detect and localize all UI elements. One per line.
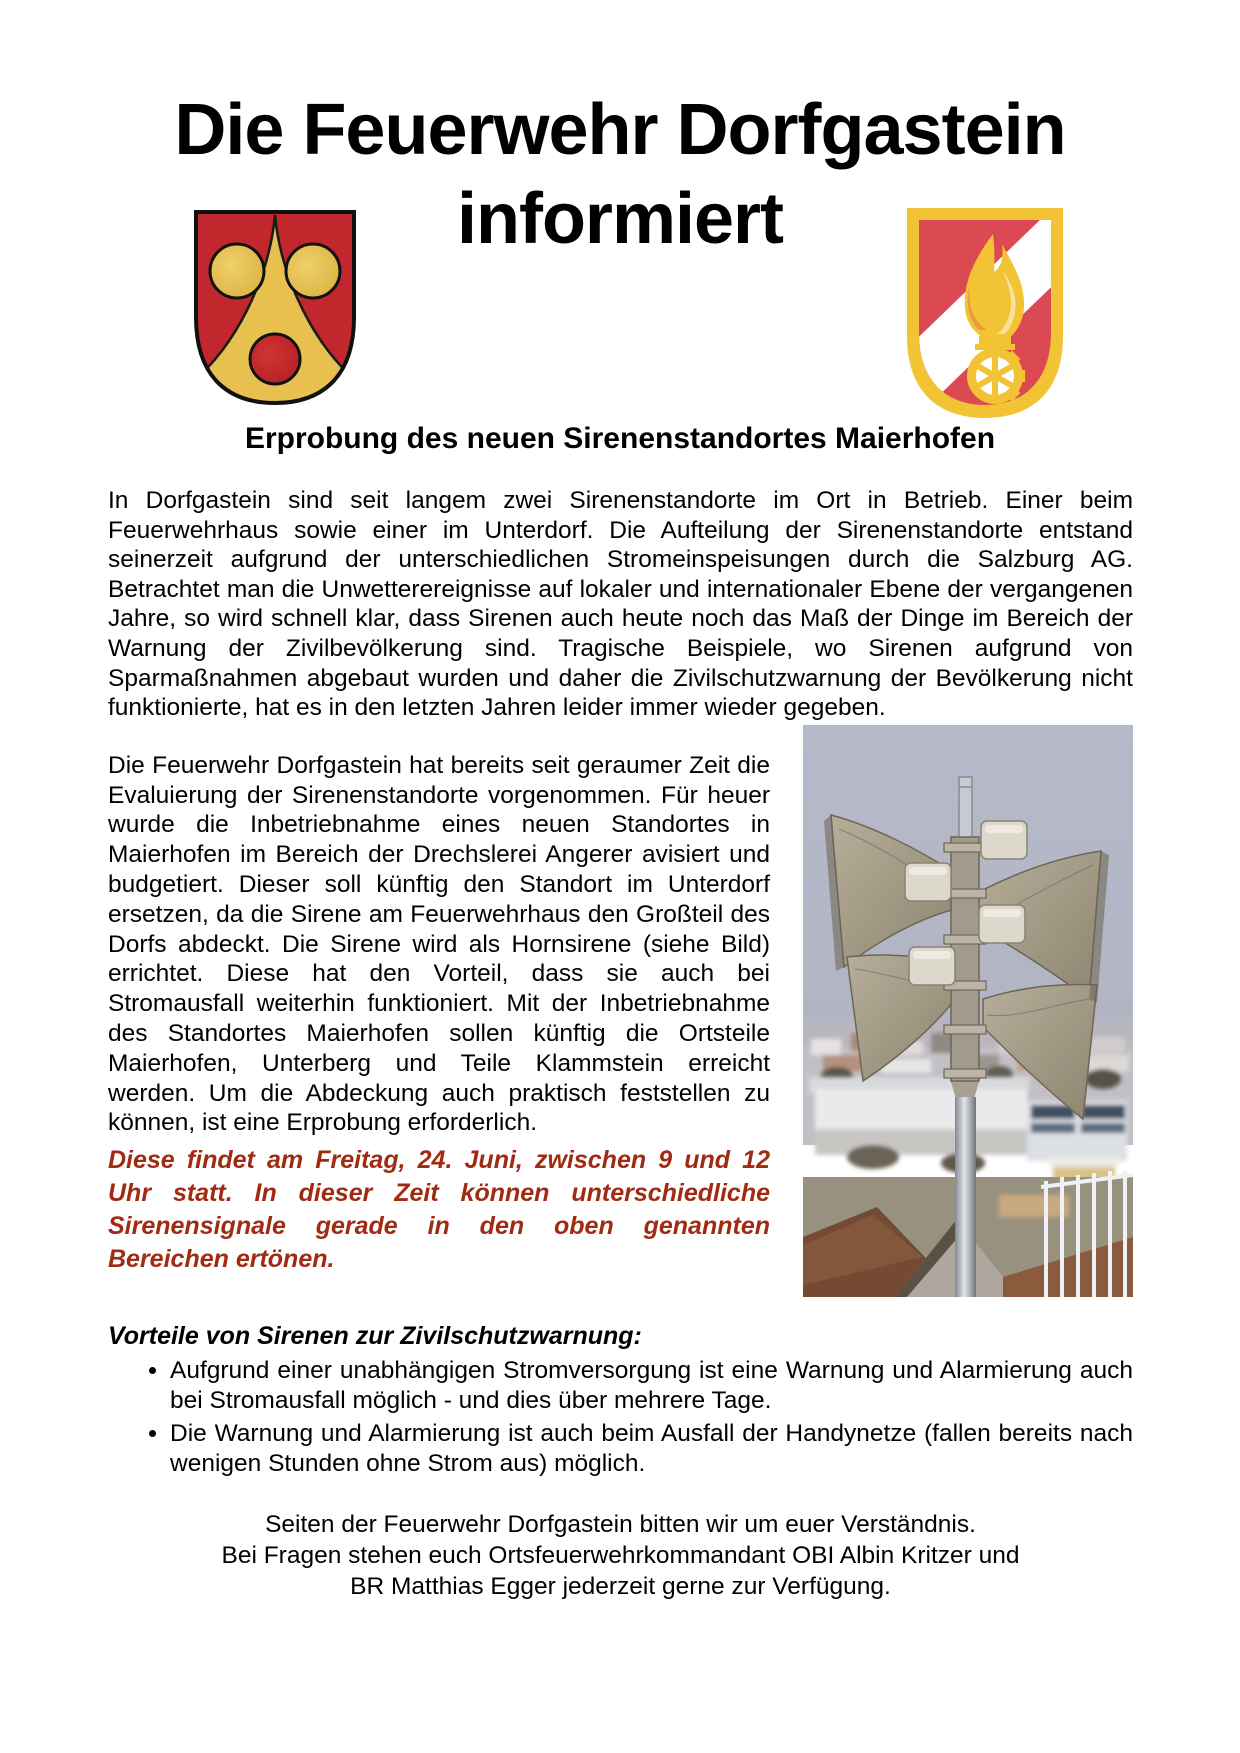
page-title-line1: Die Feuerwehr Dorfgastein xyxy=(174,90,1066,170)
closing-line-3: BR Matthias Egger jederzeit gerne zur Verfügung. xyxy=(350,1572,891,1600)
main-section xyxy=(108,751,1133,1301)
page-title-line2: informiert xyxy=(456,179,784,259)
fire-brigade-emblem xyxy=(905,206,1065,420)
siren-photo xyxy=(803,725,1133,1297)
closing-line-2: Bei Fragen stehen euch Ortsfeuerwehrkommandant OBI Albin Kritzer und xyxy=(221,1541,1020,1569)
advantages-list xyxy=(108,1356,1133,1479)
test-date-highlight: Diese findet am Freitag, 24. Juni, zwischen 9 und 12 Uhr statt. In dieser Zeit können unterschiedliche Sirenensignale gerade in den oben genannten Bereichen ertönen. xyxy=(108,1146,770,1274)
closing-line-1: Seiten der Feuerwehr Dorfgastein bitten wir um euer Verständnis. xyxy=(265,1510,976,1538)
advantages-heading: Vorteile von Sirenen zur Zivilschutzwarnung: xyxy=(108,1321,642,1350)
section-heading: Erprobung des neuen Sirenenstandortes Maierhofen xyxy=(244,422,996,455)
dorfgastein-coat-of-arms xyxy=(193,209,357,406)
body-paragraph: Die Feuerwehr Dorfgastein hat bereits seit geraumer Zeit die Evaluierung der Sirenenstandorte vorgenommen. Für heuer wurde die Inbetriebnahme eines neuen Standortes in Maierhofen im Bereich der Drechslerei Angerer avisiert und budgetiert. Dieser soll künftig den Standort im Unterdorf ersetzen, da die Sirene am Feuerwehrhaus den Großteil des Dorfs abdeckt. Die Sirene wird als Hornsirene (siehe Bild) errichtet. Diese hat den Vorteil, dass sie auch bei Stromausfall weiterhin funktioniert. Mit der Inbetriebnahme des Standortes Maierhofen sollen künftig die Ortsteile Maierhofen, Unterberg und Teile Klammstein erreicht werden. Um die Abdeckung auch praktisch feststellen zu können, ist eine Erprobung erforderlich. xyxy=(108,751,770,1137)
advantage-item-1: • Aufgrund einer unabhängigen Stromversorgung ist eine Warnung und Alarmierung auch bei Stromausfall möglich - und dies über mehrere Tage. xyxy=(170,1356,1133,1416)
intro-paragraph: In Dorfgastein sind seit langem zwei Sirenenstandorte im Ort in Betrieb. Einer beim Feuerwehrhaus sowie einer im Unterdorf. Die Aufteilung der Sirenenstandorte entstand seinerzeit aufgrund der unterschiedlichen Stromeinspeisungen durch die Salzburg AG. Betrachtet man die Unwetterereignisse auf lokaler und internationaler Ebene der vergangenen Jahre, so wird schnell klar, dass Sirenen auch heute noch das Maß der Dinge im Bereich der Warnung der Zivilbevölkerung sind. Tragische Beispiele, wo Sirenen aufgrund von Sparmaßnahmen abgebaut wurden und daher die Zivilschutzwarnung der Bevölkerung nicht funktionierte, hat es in den letzten Jahren leider immer wieder gegeben. xyxy=(108,487,1133,722)
advantage-item-2: • Die Warnung und Alarmierung ist auch beim Ausfall der Handynetze (fallen bereits nach wenigen Stunden ohne Strom aus) möglich. xyxy=(170,1419,1133,1479)
closing-text xyxy=(108,1509,1133,1602)
